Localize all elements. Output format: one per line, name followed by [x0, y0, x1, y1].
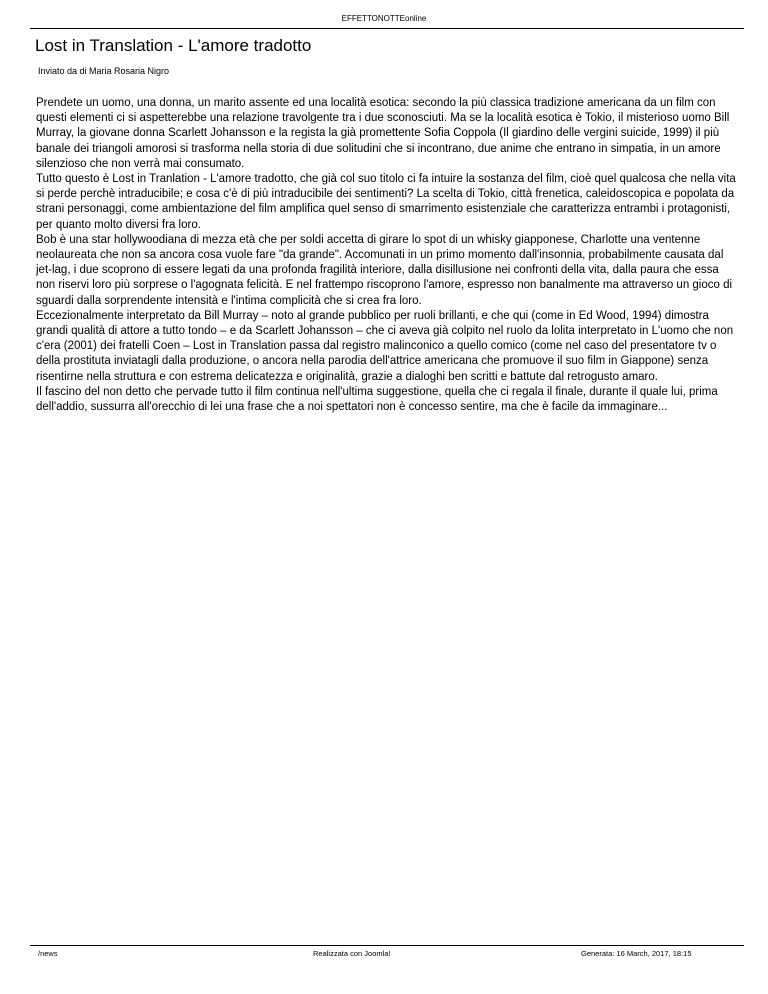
article-body [36, 96, 736, 415]
article-paragraph: Il fascino del non detto che pervade tutto il film continua nell'ultima suggestione, quella che ci regala il finale, durante il quale lui, prima dell'addio, sussurra all'orecchio di lei una frase che a noi spettatori non è concesso sentire, ma che è facile da immaginare... [36, 385, 718, 414]
article-paragraph: Bob è una star hollywoodiana di mezza età che per soldi accetta di girare lo spot di un whisky giapponese, Charlotte una ventenne neolaureata che non sa ancora cosa vuole fare "da grande". Accomunati in un primo momento dall'insonnia, probabilmente causata dal jet-lag, i due scoprono di essere legati da una profonda fragilità interiore, dalla disillusione nei confronti della vita, dalla paura che essa non riservi loro più sorprese o l'agognata felicità. E nel frattempo riscoprono l'amore, espresso non banalmente ma attraverso un gioco di sguardi dalla sorprendente intensità e l'intima complicità che si crea fra loro. [36, 233, 733, 307]
article-paragraph: Tutto questo è Lost in Tranlation - L'amore tradotto, che già col suo titolo ci fa intuire la sostanza del film, cioè quel qualcosa che nella vita si perde perchè intraducibile; e cosa c'è di più intraducibile dei sentimenti? La scelta di Tokio, città frenetica, caleidoscopica e popolata da strani personaggi, come ambientazione del film amplifica quel senso di smarrimento esistenziale che caratterizza entrambi i protagonisti, per quanto molto diversi fra loro. [36, 173, 736, 231]
article-paragraph: Eccezionalmente interpretato da Bill Murray – noto al grande pubblico per ruoli brillanti, e che qui (come in Ed Wood, 1994) dimostra grandi qualità di attore a tutto tondo – e da Scarlett Johansson – che ci aveva già colpito nel ruolo da lolita interpretato in L'uomo che non c'era (2001) dei fratelli Coen – Lost in Translation passa dal registro malinconico a quello comico (come nel caso del presentatore tv o della prostituta inviatagli dalla produzione, o ancora nella parodia dell'attrice americana che promuove il suo film in Giappone) senza risentirne nella struttura e con estrema delicatezza e originalità, grazie a dialoghi ben scritti e battute dal retrogusto amaro. [36, 309, 734, 383]
article-paragraph: Prendete un uomo, una donna, un marito assente ed una località esotica: secondo la più classica tradizione americana da un film con questi elementi ci si aspetterebbe una relazione travolgente tra i due sconosciuti. Ma se la località esotica è Tokio, il misterioso uomo Bill Murray, la giovane donna Scarlett Johansson e la regista la già promettente Sofia Coppola (Il giardino delle vergini suicide, 1999) il più banale dei triangoli amorosi si trasforma nella storia di due solitudini che si incontrano, due anime che entrano in simpatia, in un amore silenzioso che non verrà mai consumato. [36, 97, 730, 170]
footer-divider [30, 945, 744, 946]
article-title: Lost in Translation - L'amore tradotto [35, 36, 312, 55]
header-divider [30, 28, 744, 29]
footer-section-path: /news [38, 949, 58, 958]
footer-credit: Realizzata con Joomla! [313, 949, 391, 958]
footer-generated-date: Generata: 16 March, 2017, 18:15 [581, 949, 692, 958]
article-byline: Inviato da di Maria Rosaria Nigro [38, 66, 170, 76]
site-header: EFFETTONOTTEonline [341, 14, 427, 23]
